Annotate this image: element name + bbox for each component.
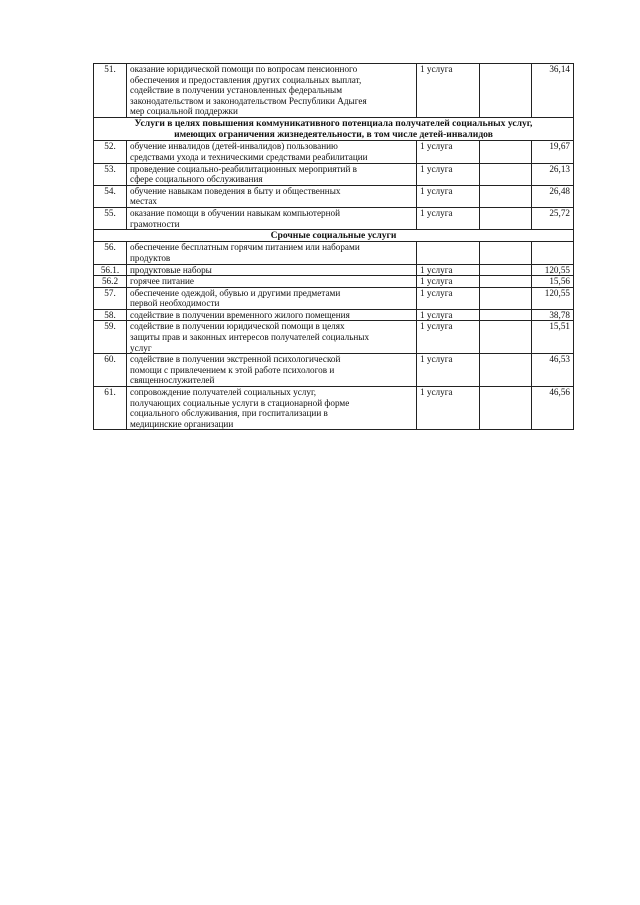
service-description [127,387,417,430]
service-description-line: продуктовые наборы [130,264,212,275]
service-description-line: защиты прав и законных интересов получателей социальных [130,332,370,343]
service-price: 26,48 [532,185,574,207]
services-table-body [94,64,574,430]
service-description-line: содействие в получении временного жилого помещения [130,309,350,320]
service-description-line: социального обслуживания, при госпитализации в [130,408,328,419]
service-price: 46,56 [532,387,574,430]
service-description-line: местах [130,196,157,207]
service-description-line: средствами ухода и техническими средствами реабилитации [130,151,368,162]
section-title-line: Услуги в целях повышения коммуникативного потенциала получателей социальных услуг, [134,117,533,129]
service-unit: 1 услуга [417,264,480,276]
section-header-row [94,117,574,140]
service-description-line: получающих социальные услуги в стационарной форме [130,397,350,408]
item-number: 53. [94,163,127,185]
service-description [127,264,417,276]
empty-cell [480,387,532,430]
service-unit: 1 услуга [417,141,480,163]
service-description-line: оказание помощи в обучении навыкам компьютерной [130,207,341,218]
service-description-line: сфере социального обслуживания [130,174,263,185]
service-description [127,207,417,229]
empty-cell [480,264,532,276]
service-price: 120,55 [532,264,574,276]
service-description [127,64,417,118]
empty-cell [480,276,532,288]
service-description-line: содействие в получении юридической помощи в целях [130,321,345,332]
service-description-line: мер социальной поддержки [130,106,238,117]
service-description [127,309,417,321]
item-number: 56.1. [94,264,127,276]
table-row [94,287,574,309]
service-unit: 1 услуга [417,287,480,309]
item-number: 55. [94,207,127,229]
service-description-line: обучение инвалидов (детей-инвалидов) пользованию [130,141,338,152]
table-row [94,354,574,387]
table-row [94,387,574,430]
service-description-line: проведение социально-реабилитационных мероприятий в [130,163,358,174]
service-description [127,354,417,387]
item-number: 52. [94,141,127,163]
service-description-line: сопровождение получателей социальных услуг, [130,387,317,398]
service-description-line: обеспечение бесплатным горячим питанием или наборами [130,242,360,253]
service-description [127,321,417,354]
service-description-line: законодательством и законодательством Республики Адыгея [130,95,367,106]
empty-cell [480,207,532,229]
service-description-line: первой необходимости [130,298,220,309]
service-price: 25,72 [532,207,574,229]
table-row [94,309,574,321]
service-description-line: оказание юридической помощи по вопросам пенсионного [130,64,358,74]
service-unit: 1 услуга [417,354,480,387]
empty-cell [480,185,532,207]
service-unit: 1 услуга [417,185,480,207]
service-price: 15,56 [532,276,574,288]
item-number: 59. [94,321,127,354]
service-description [127,242,417,264]
service-description-line: обеспечение одеждой, обувью и другими предметами [130,287,341,298]
service-description-line: помощи с привлечением к этой работе психологов и [130,364,335,375]
empty-cell [480,242,532,264]
service-unit: 1 услуга [417,276,480,288]
empty-cell [480,163,532,185]
service-unit: 1 услуга [417,309,480,321]
item-number: 51. [94,64,127,118]
section-title-line: имеющих ограничения жизнедеятельности, в том числе детей-инвалидов [174,129,493,141]
table-row [94,276,574,288]
service-price: 36,14 [532,64,574,118]
service-description-line: горячее питание [130,276,194,287]
item-number: 61. [94,387,127,430]
item-number: 54. [94,185,127,207]
section-title [94,230,574,242]
table-row [94,185,574,207]
service-price: 120,55 [532,287,574,309]
service-description [127,163,417,185]
section-header-row [94,230,574,242]
service-description-line: содействие в получении экстренной психологической [130,354,341,365]
service-description [127,141,417,163]
empty-cell [480,354,532,387]
service-description-line: обеспечения и предоставления других социальных выплат, [130,74,362,85]
empty-cell [480,309,532,321]
item-number: 56. [94,242,127,264]
table-row [94,163,574,185]
service-description [127,185,417,207]
section-title-line: Срочные социальные услуги [270,230,397,242]
service-price: 15,51 [532,321,574,354]
table-row [94,264,574,276]
table-row [94,141,574,163]
service-description-line: продуктов [130,252,171,263]
service-description [127,276,417,288]
table-row [94,64,574,118]
service-price: 19,67 [532,141,574,163]
service-unit: 1 услуга [417,387,480,430]
service-price: 26,13 [532,163,574,185]
table-row [94,207,574,229]
service-price: 38,78 [532,309,574,321]
service-description-line: содействие в получении установленных федеральным [130,85,343,96]
table-row [94,242,574,264]
item-number: 57. [94,287,127,309]
empty-cell [480,64,532,118]
item-number: 56.2 [94,276,127,288]
empty-cell [480,141,532,163]
service-description-line: услуг [130,342,152,353]
service-description-line: священнослужителей [130,375,215,386]
service-unit [417,242,480,264]
item-number: 60. [94,354,127,387]
service-unit: 1 услуга [417,64,480,118]
service-description-line: медицинские организации [130,418,234,429]
service-description-line: обучение навыкам поведения в быту и общественных [130,185,341,196]
service-unit: 1 услуга [417,163,480,185]
service-description [127,287,417,309]
item-number: 58. [94,309,127,321]
service-description-line: грамотности [130,218,180,229]
service-unit: 1 услуга [417,207,480,229]
service-price: 46,53 [532,354,574,387]
table-row [94,321,574,354]
section-title [94,117,574,140]
service-unit: 1 услуга [417,321,480,354]
service-price [532,242,574,264]
services-table [93,63,574,430]
empty-cell [480,287,532,309]
empty-cell [480,321,532,354]
